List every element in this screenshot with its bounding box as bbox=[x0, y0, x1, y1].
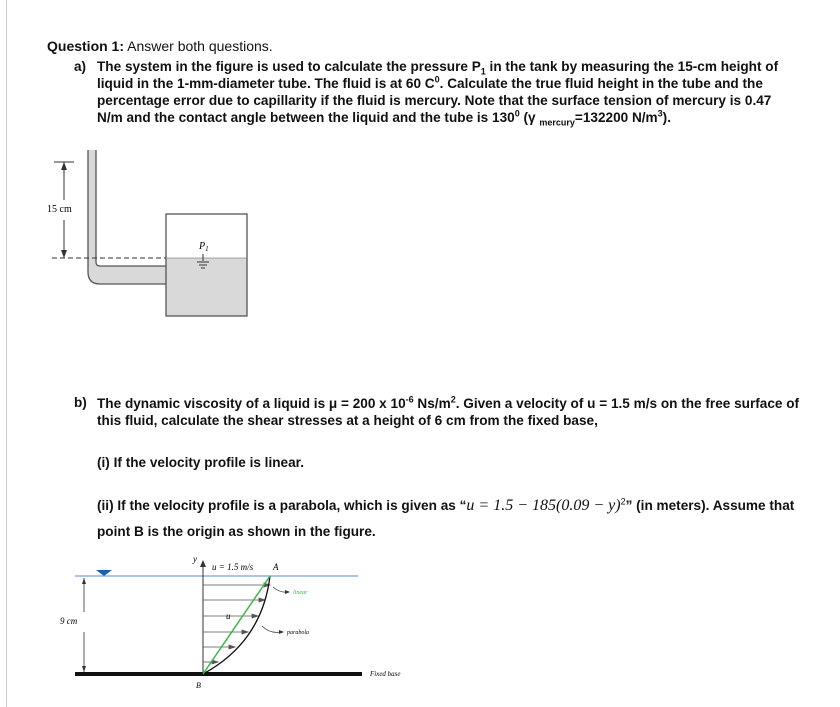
y-axis-arrow bbox=[200, 560, 206, 567]
item-ii-text-1: (ii) If the velocity profile is a parabola, which is given as “ bbox=[97, 498, 467, 513]
linear-label: linear bbox=[293, 590, 308, 596]
question-heading bbox=[47, 38, 273, 54]
y-axis-label: y bbox=[193, 554, 197, 564]
manometer-figure bbox=[0, 140, 300, 330]
free-surface-marker-icon bbox=[96, 570, 112, 576]
square-sup: 2 bbox=[450, 394, 456, 405]
part-a-text-1: The system in the figure is used to calculate the pressure P bbox=[97, 59, 481, 74]
part-b-text bbox=[97, 395, 802, 429]
linear-leader bbox=[273, 587, 287, 592]
part-a-text bbox=[97, 58, 799, 126]
item-i: (i) If the velocity profile is linear. bbox=[97, 455, 304, 470]
point-b-label: B bbox=[196, 681, 201, 690]
equation-sup: 2 bbox=[620, 496, 626, 507]
tube-inner-wall bbox=[96, 150, 166, 266]
part-b-text-2: Ns/m bbox=[413, 396, 451, 411]
parabola-leader bbox=[262, 626, 281, 632]
depth-arrow-up bbox=[82, 578, 86, 584]
linear-profile bbox=[203, 576, 270, 674]
part-a-text-2: in the tank by measuring the 15-cm height of liquid in the 1-mm-diameter tube. The fluid is at 60 C bbox=[97, 59, 779, 91]
part-a-text-5: =132200 N/m bbox=[574, 110, 658, 125]
item-ii-text-2: ” (in meters). Assume that point B is the origin as shown in the figure. bbox=[97, 498, 795, 539]
item-ii bbox=[97, 493, 802, 545]
velocity-equation: u = 1.5 − 185(0.09 − y) bbox=[466, 497, 621, 514]
depth-arrow-down bbox=[82, 666, 86, 672]
parabola-leader-arrow bbox=[279, 630, 284, 634]
depth-label: 9 cm bbox=[60, 616, 78, 626]
parabola-label: parabola bbox=[287, 630, 310, 636]
p1-subscript: 1 bbox=[480, 66, 486, 77]
part-a-letter: a) bbox=[74, 59, 87, 74]
part-b-letter: b) bbox=[74, 395, 87, 410]
velocity-profile-figure bbox=[0, 550, 440, 700]
part-a-text-3: . Calculate the true fluid height in the tube and the percentage error due to capillarity if the fluid is mercury. Note that the surface tension of mercury is 0.47 N/m and the contact angle between the liquid and the tube is 130 bbox=[97, 76, 772, 125]
dim-arrow-up bbox=[61, 162, 67, 170]
question-label: Question 1: bbox=[47, 38, 125, 54]
part-b-text-1: The dynamic viscosity of a liquid is μ = 200 x 10 bbox=[97, 396, 406, 411]
exponent-sup: -6 bbox=[405, 394, 414, 405]
part-a-text-4: (γ bbox=[519, 110, 540, 125]
height-label: 15 cm bbox=[47, 204, 72, 215]
dim-arrow-down bbox=[61, 250, 67, 258]
part-b-text-3: . Given a velocity of u = 1.5 m/s on the free surface of this fluid, calculate the shear stresses at a height of 6 cm from the fixed base, bbox=[97, 396, 800, 428]
cube-sup: 3 bbox=[657, 108, 663, 119]
velocity-label: u = 1.5 m/s bbox=[212, 562, 254, 572]
tank-tube-joint bbox=[167, 267, 169, 283]
liquid-fill bbox=[88, 150, 247, 316]
pressure-label: $P_1$ bbox=[199, 241, 209, 253]
point-a-label: A bbox=[273, 562, 279, 572]
u-label: u bbox=[226, 611, 231, 621]
velocity-arrows bbox=[203, 583, 270, 664]
tube-outline bbox=[88, 150, 166, 284]
gamma-subscript: mercury bbox=[539, 117, 575, 128]
linear-leader-arrow bbox=[285, 590, 290, 594]
part-a-text-6: ). bbox=[662, 110, 671, 125]
degree-sup-1: 0 bbox=[434, 74, 440, 85]
degree-sup-2: 0 bbox=[514, 108, 520, 119]
question-instruction: Answer both questions. bbox=[127, 38, 273, 54]
fixed-base-label: Fixed base bbox=[370, 670, 401, 678]
